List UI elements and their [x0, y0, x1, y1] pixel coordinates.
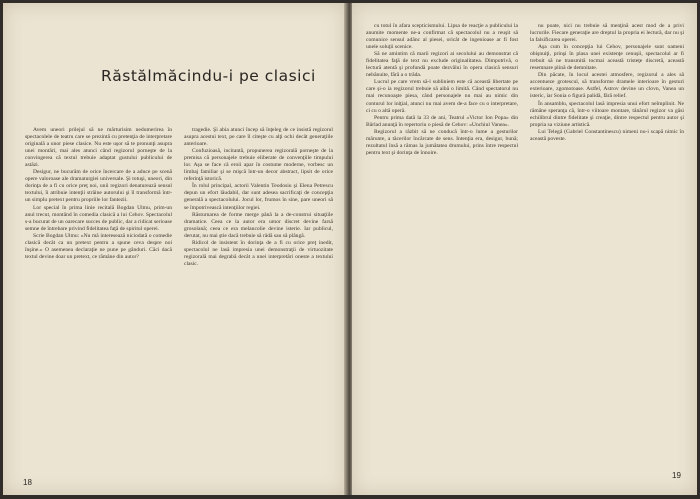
left-page [3, 3, 346, 495]
paragraph: Ridicol de insistent în dorinţa de a fi cu orice preţ inedit, spectacolul ne lasă impresia unei demonstraţii de virtuozitate regizorală mai degrabă decât a unei interpretări oneste a textului clasic. [184, 239, 333, 267]
paragraph: În ansamblu, spectacolul lasă impresia unui efort neîmplinit. Ne rămâne speranţa că, într-o viitoare montare, tânărul regizor va găsi echilibrul dintre fidelitate şi creaţie, dintre respectul pentru autor şi propria sa viziune artistică. [530, 100, 684, 128]
paragraph: Din păcate, în locul acestei atmosfere, regizorul a ales să accentueze grotescul, să transforme dramele interioare în gesturi exterioare, zgomotoase. Astfel, Astrov devine un clovn, Vanea un isteric, iar Sonia o figură palidă, fără relief. [530, 72, 684, 100]
right-column-2 [530, 23, 684, 467]
paragraph: Scrie Bogdan Ulmu: «Nu mă interesează niciodată o comedie clasică decât ca un pretext pentru a spune ceva despre noi înşine.» O asemenea declaraţie ne pune pe gânduri. Căci dacă textul devine doar un pretext, ce rămâne din autor? [25, 232, 172, 260]
left-column-1 [25, 127, 172, 473]
paragraph: În rolul principal, actorii Valentin Teodosiu şi Elena Petrescu depun un efort lăudabil, dar sunt adesea sacrificaţi de concepţia generală a spectacolului. Jocul lor, frumos în sine, pare uneori să se împotrivească intenţiilor regiei. [184, 183, 333, 211]
page-number-left: 18 [23, 478, 32, 487]
paragraph: Confuzioasă, incitantă, propunerea regizorală porneşte de la premisa că personajele trebuie eliberate de convenţiile timpului lor. Aşa se face că eroii apar în costume moderne, vorbesc un limbaj familiar şi se mişcă într-un decor abstract, lipsit de orice referinţă istorică. [184, 148, 333, 183]
paragraph: Lui Telegâ (Gabriel Constantinescu) nimeni nu-i scapă nimic în această poveste. [530, 128, 684, 142]
right-column-1 [366, 23, 518, 467]
paragraph: cu totul în afara scepticismului. Lipsa de reacţie a publicului la anumite momente ne-a confirmat că spectacolul nu a reuşit să comunice sensul adânc al piesei, oricât de ingenioase ar fi fost unele soluţii scenice. [366, 23, 518, 51]
paragraph: Pentru prima dată la 33 de ani, Teatrul «Victor Ion Popa» din Bârlad anunţă în repertoriu o piesă de Cehov: «Unchiul Vanea». [366, 114, 518, 128]
paragraph: Avem uneori prilejul să ne mărturisim nedumerirea în spectacolele de teatru care se prezintă cu pretenţia de interpretare originală a unor piese clasice. Nu este uşor să te pronunţi asupra unei montări, mai ales atunci când regizorul porneşte de la convingerea că textul trebuie adaptat gustului publicului de astăzi. [25, 127, 172, 169]
right-page [352, 3, 697, 495]
paragraph: Să ne amintim că marii regizori ai secolului au demonstrat că fidelitatea faţă de text nu exclude originalitatea. Dimpotrivă, o lectură atentă şi profundă poate dezvălui în opera clasică sensuri nebănuite, fără a o trăda. [366, 51, 518, 79]
page-number-right: 19 [672, 471, 681, 480]
paragraph: Desigur, ne bucurăm de orice încercare de a aduce pe scenă opere valoroase ale dramaturgiei universale. Şi totuşi, uneori, din dorinţa de a fi cu orice preţ noi, unii regizori denaturează sensul textului, îi atribuie intenţii străine autorului şi îl transformă într-un simplu pretext pentru propriile lor fantezii. [25, 169, 172, 204]
paragraph: Regizorul a răzbit să ne conducă într-o lume a gesturilor mărunte, a tăcerilor încărcate de sens. Intenţia era, desigur, bună; rezultatul însă a rămas la jumătatea drumului, prins între respectul pentru text şi dorinţa de înnoire. [366, 128, 518, 156]
paragraph: nu poate, nici nu trebuie să menţină acest mod de a privi lucrurile. Fiecare generaţie are dreptul la propria ei lectură, dar nu şi la falsificarea operei. [530, 23, 684, 44]
paragraph: Răsturnarea de forme merge până la a de-construi situaţiile dramatice. Ceea ce la autor era umor discret devine farsă grosolană; ceea ce era melancolie devine isterie. Iar publicul, derutat, nu mai ştie dacă trebuie să râdă sau să plângă. [184, 211, 333, 239]
left-column-2 [184, 127, 333, 473]
paragraph: Lor special în prima linie recitală Bogdan Ulmu, prim-un anul trecut, montând în comedia clasică a lui Cehov. Spectacolul s-a bucurat de un oarecare succes de public, dar a ridicat serioase semne de întrebare privind fidelitatea faţă de spiritul operei. [25, 204, 172, 232]
paragraph: Aşa cum în concepţia lui Cehov, personajele sunt oameni obişnuiţi, prinşi în plasa unei existenţe cenuşii, spectacolul ar fi trebuit să ne transmită tocmai această tristeţe discretă, această resemnare plină de demnitate. [530, 44, 684, 72]
article-title: Răstălmăcindu-i pe clasici [101, 67, 316, 85]
paragraph: Lucrul pe care vrem să-l subliniem este că această libertate pe care şi-o ia regizorul trebuie să aibă o limită. Când spectatorul nu mai recunoaşte piesa, când personajele nu mai au nimic din conturul lor iniţial, atunci nu mai avem de-a face cu o interpretare, ci cu o altă operă. [366, 79, 518, 114]
paragraph: tragedie. Şi abia atunci încep să înţeleg de ce insistă regizorul asupra acestui text, pe care îl citeşte cu alţi ochi decât generaţiile anterioare. [184, 127, 333, 148]
